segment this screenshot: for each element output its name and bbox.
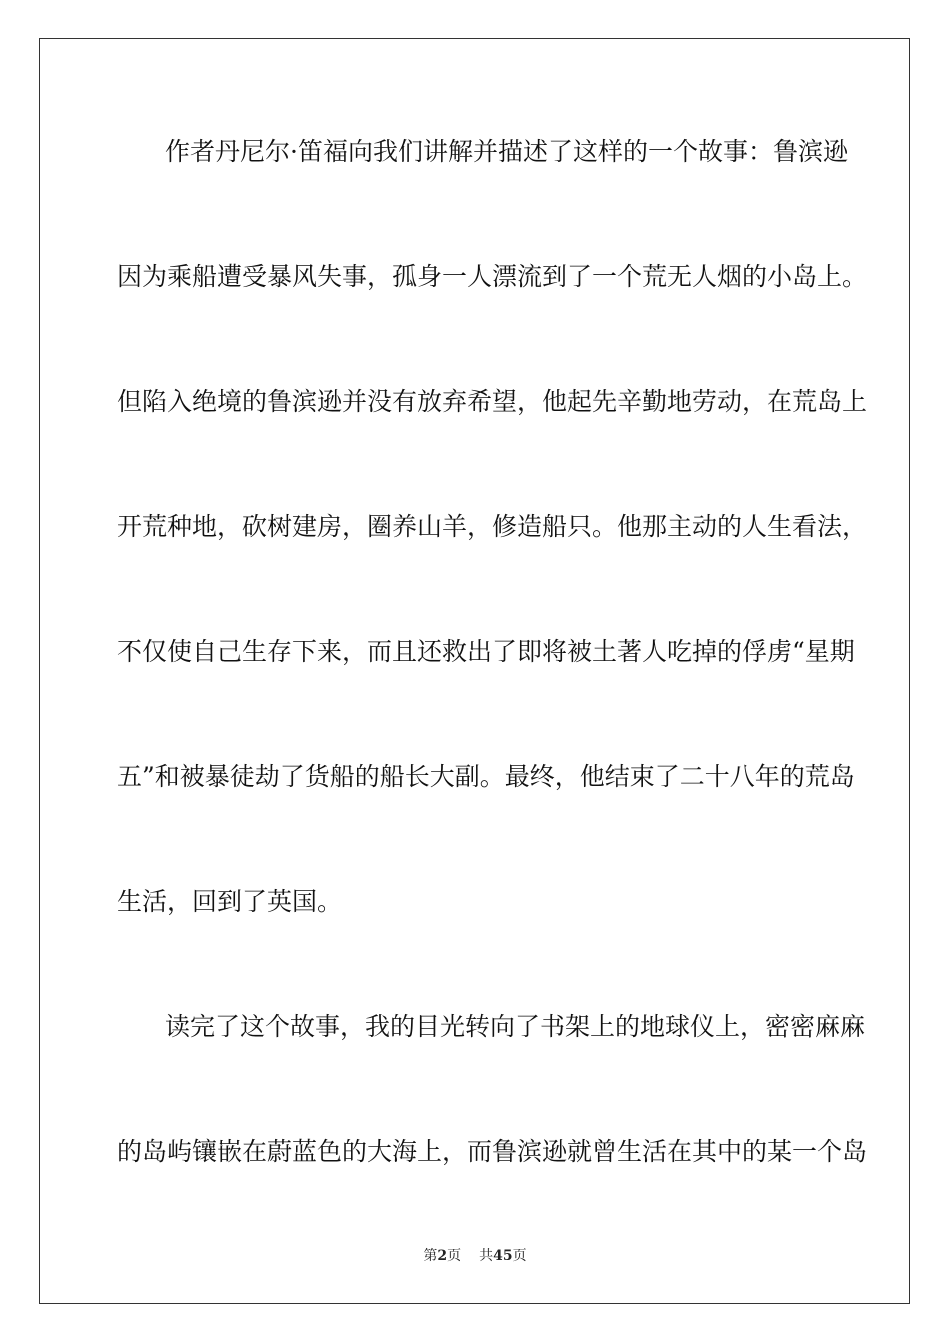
- paragraph-2-line-1: 读完了这个故事，我的目光转向了书架上的地球仪上，密密麻麻: [165, 1012, 866, 1041]
- paragraph-1-line-2: 因为乘船遭受暴风失事，孤身一人漂流到了一个荒无人烟的小岛上。: [117, 262, 868, 291]
- paragraph-2-line-2: 的岛屿镶嵌在蔚蓝色的大海上，而鲁滨逊就曾生活在其中的某一个岛: [117, 1137, 868, 1166]
- page-suffix: 页: [447, 1248, 462, 1264]
- paragraph-1-line-4: 开荒种地，砍树建房，圈养山羊，修造船只。他那主动的人生看法，: [117, 512, 868, 541]
- page-prefix: 第: [423, 1248, 438, 1264]
- total-suffix: 页: [512, 1248, 527, 1264]
- paragraph-1-line-1: 作者丹尼尔·笛福向我们讲解并描述了这样的一个故事：鲁滨逊: [165, 137, 848, 166]
- paragraph-1-line-5: 不仅使自己生存下来，而且还救出了即将被土著人吃掉的俘虏“星期: [117, 637, 855, 666]
- total-prefix: 共: [479, 1248, 494, 1264]
- page-border: [39, 38, 910, 1304]
- page-number: 2: [437, 1248, 448, 1264]
- paragraph-1-line-7: 生活，回到了英国。: [117, 887, 343, 916]
- total-pages: 45: [493, 1248, 513, 1264]
- paragraph-1-line-6: 五”和被暴徒劫了货船的船长大副。最终，他结束了二十八年的荒岛: [117, 762, 855, 791]
- page-footer: [0, 1247, 950, 1265]
- paragraph-1-line-3: 但陷入绝境的鲁滨逊并没有放弃希望，他起先辛勤地劳动，在荒岛上: [117, 387, 868, 416]
